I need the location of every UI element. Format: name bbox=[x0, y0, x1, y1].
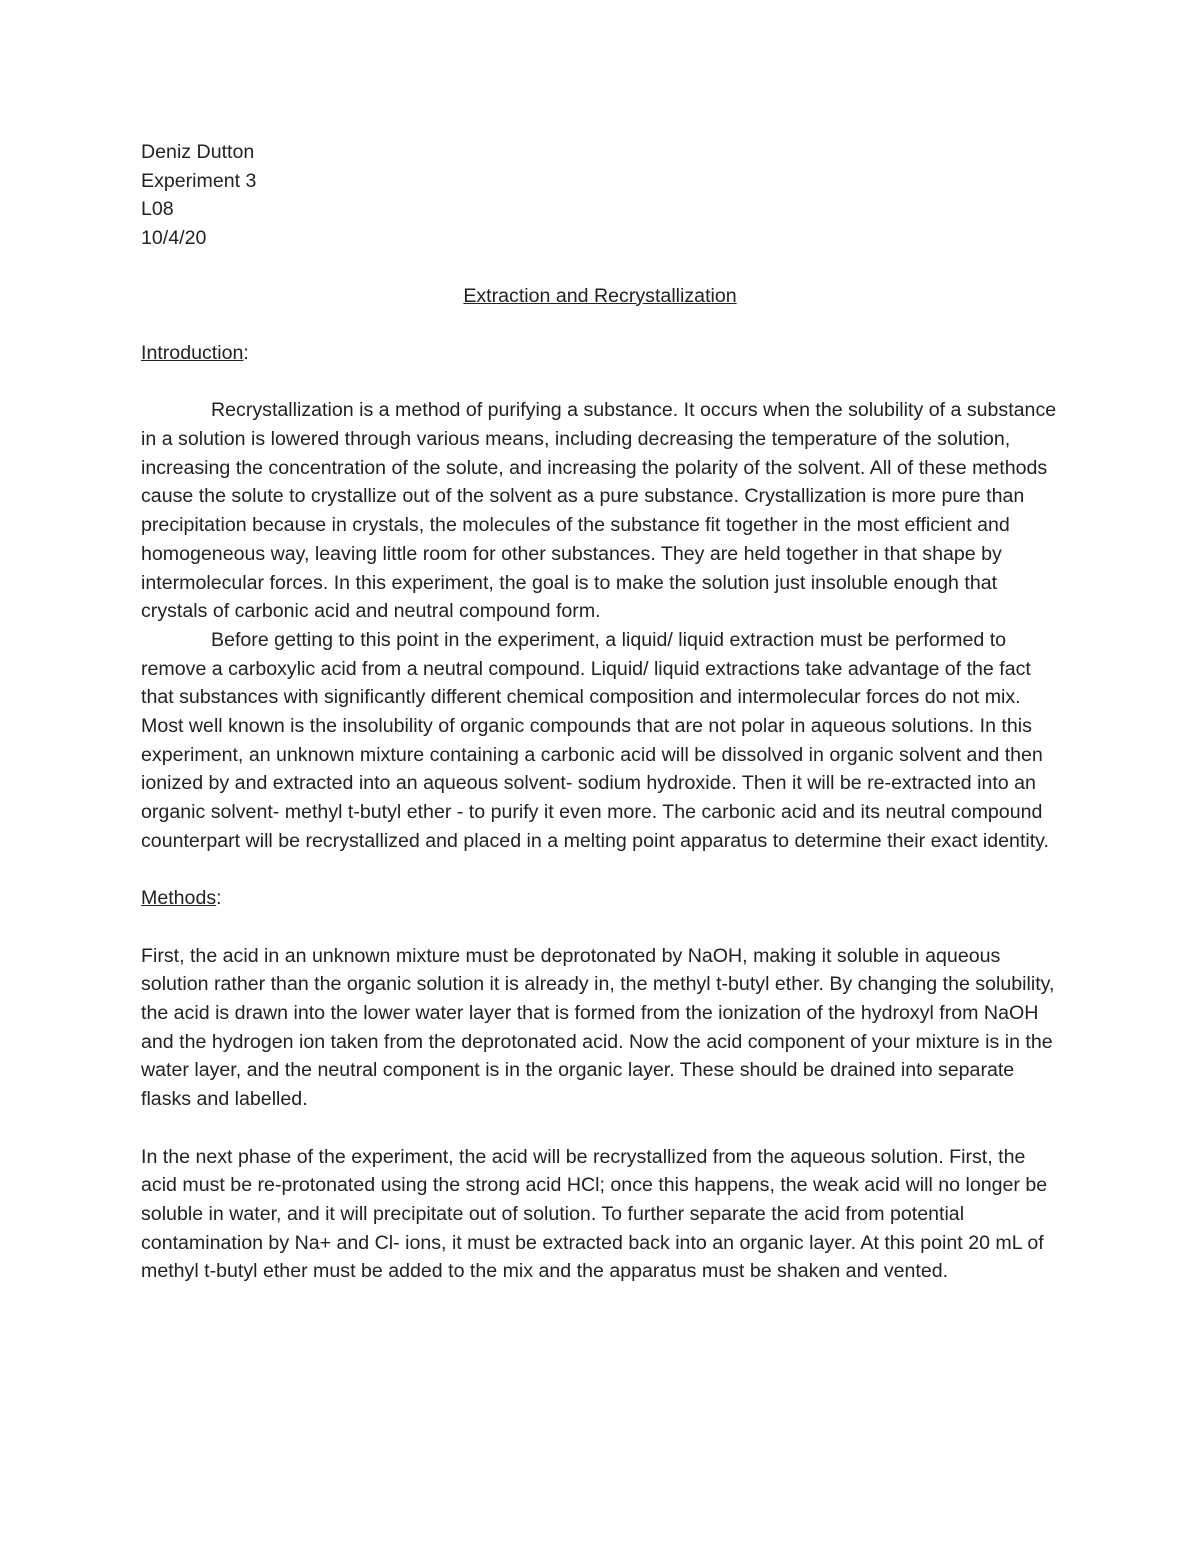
lab-section: L08 bbox=[141, 198, 174, 221]
methods-heading: Methods: bbox=[141, 887, 222, 910]
methods-paragraph-2: In the next phase of the experiment, the acid will be recrystallized from the aqueous solution. First, the acid must be re-protonated using the strong acid HCl; once this happens, the weak acid will no longer be soluble in water, and it will precipitate out of solution. To further separate the acid from potential contamination by Na+ and Cl- ions, it must be extracted back into an organic layer. At this point 20 mL of methyl t-butyl ether must be added to the mix and the apparatus must be shaken and vented. bbox=[141, 1145, 1048, 1283]
document-title: Extraction and Recrystallization bbox=[463, 284, 737, 307]
introduction-paragraph-2: Before getting to this point in the experiment, a liquid/ liquid extraction must be performed to remove a carboxylic acid from a neutral compound. Liquid/ liquid extractions take advantage of the fact that substances with significantly different chemical composition and intermolecular forces do not mix. Most well known is the insolubility of organic compounds that are not polar in aqueous solutions. In this experiment, an unknown mixture containing a carbonic acid will be dissolved in organic solvent and then ionized by and extracted into an aqueous solvent- sodium hydroxide. Then it will be re-extracted into an organic solvent- methyl t-butyl ether - to purify it even more. The carbonic acid and its neutral compound counterpart will be recrystallized and placed in a melting point apparatus to determine their exact identity. bbox=[141, 628, 1049, 852]
header-block bbox=[141, 138, 1059, 253]
introduction-heading-text: Introduction bbox=[141, 341, 244, 364]
methods-heading-text: Methods bbox=[141, 887, 217, 910]
document-page bbox=[141, 138, 1059, 1286]
methods-paragraph-1: First, the acid in an unknown mixture must be deprotonated by NaOH, making it soluble in aqueous solution rather than the organic solution it is already in, the methyl t-butyl ether. By changing the solubility, the acid is drawn into the lower water layer that is formed from the ionization of the hydroxyl from NaOH and the hydrogen ion taken from the deprotonated acid. Now the acid component of your mixture is in the water layer, and the neutral component is in the organic layer. These should be drained into separate flasks and labelled. bbox=[141, 944, 1055, 1111]
experiment-number: Experiment 3 bbox=[141, 169, 257, 192]
introduction-heading: Introduction: bbox=[141, 341, 249, 364]
report-date: 10/4/20 bbox=[141, 227, 207, 250]
introduction-paragraph-1: Recrystallization is a method of purifying a substance. It occurs when the solubility of a substance in a solution is lowered through various means, including decreasing the temperature of the solution, increasing the concentration of the solute, and increasing the polarity of the solvent. All of these methods cause the solute to crystallize out of the solvent as a pure substance. Crystallization is more pure than precipitation because in crystals, the molecules of the substance fit together in the most efficient and homogeneous way, leaving little room for other substances. They are held together in that shape by intermolecular forces. In this experiment, the goal is to make the solution just insoluble enough that crystals of carbonic acid and neutral compound form. bbox=[141, 399, 1057, 623]
author-name: Deniz Dutton bbox=[141, 141, 255, 163]
